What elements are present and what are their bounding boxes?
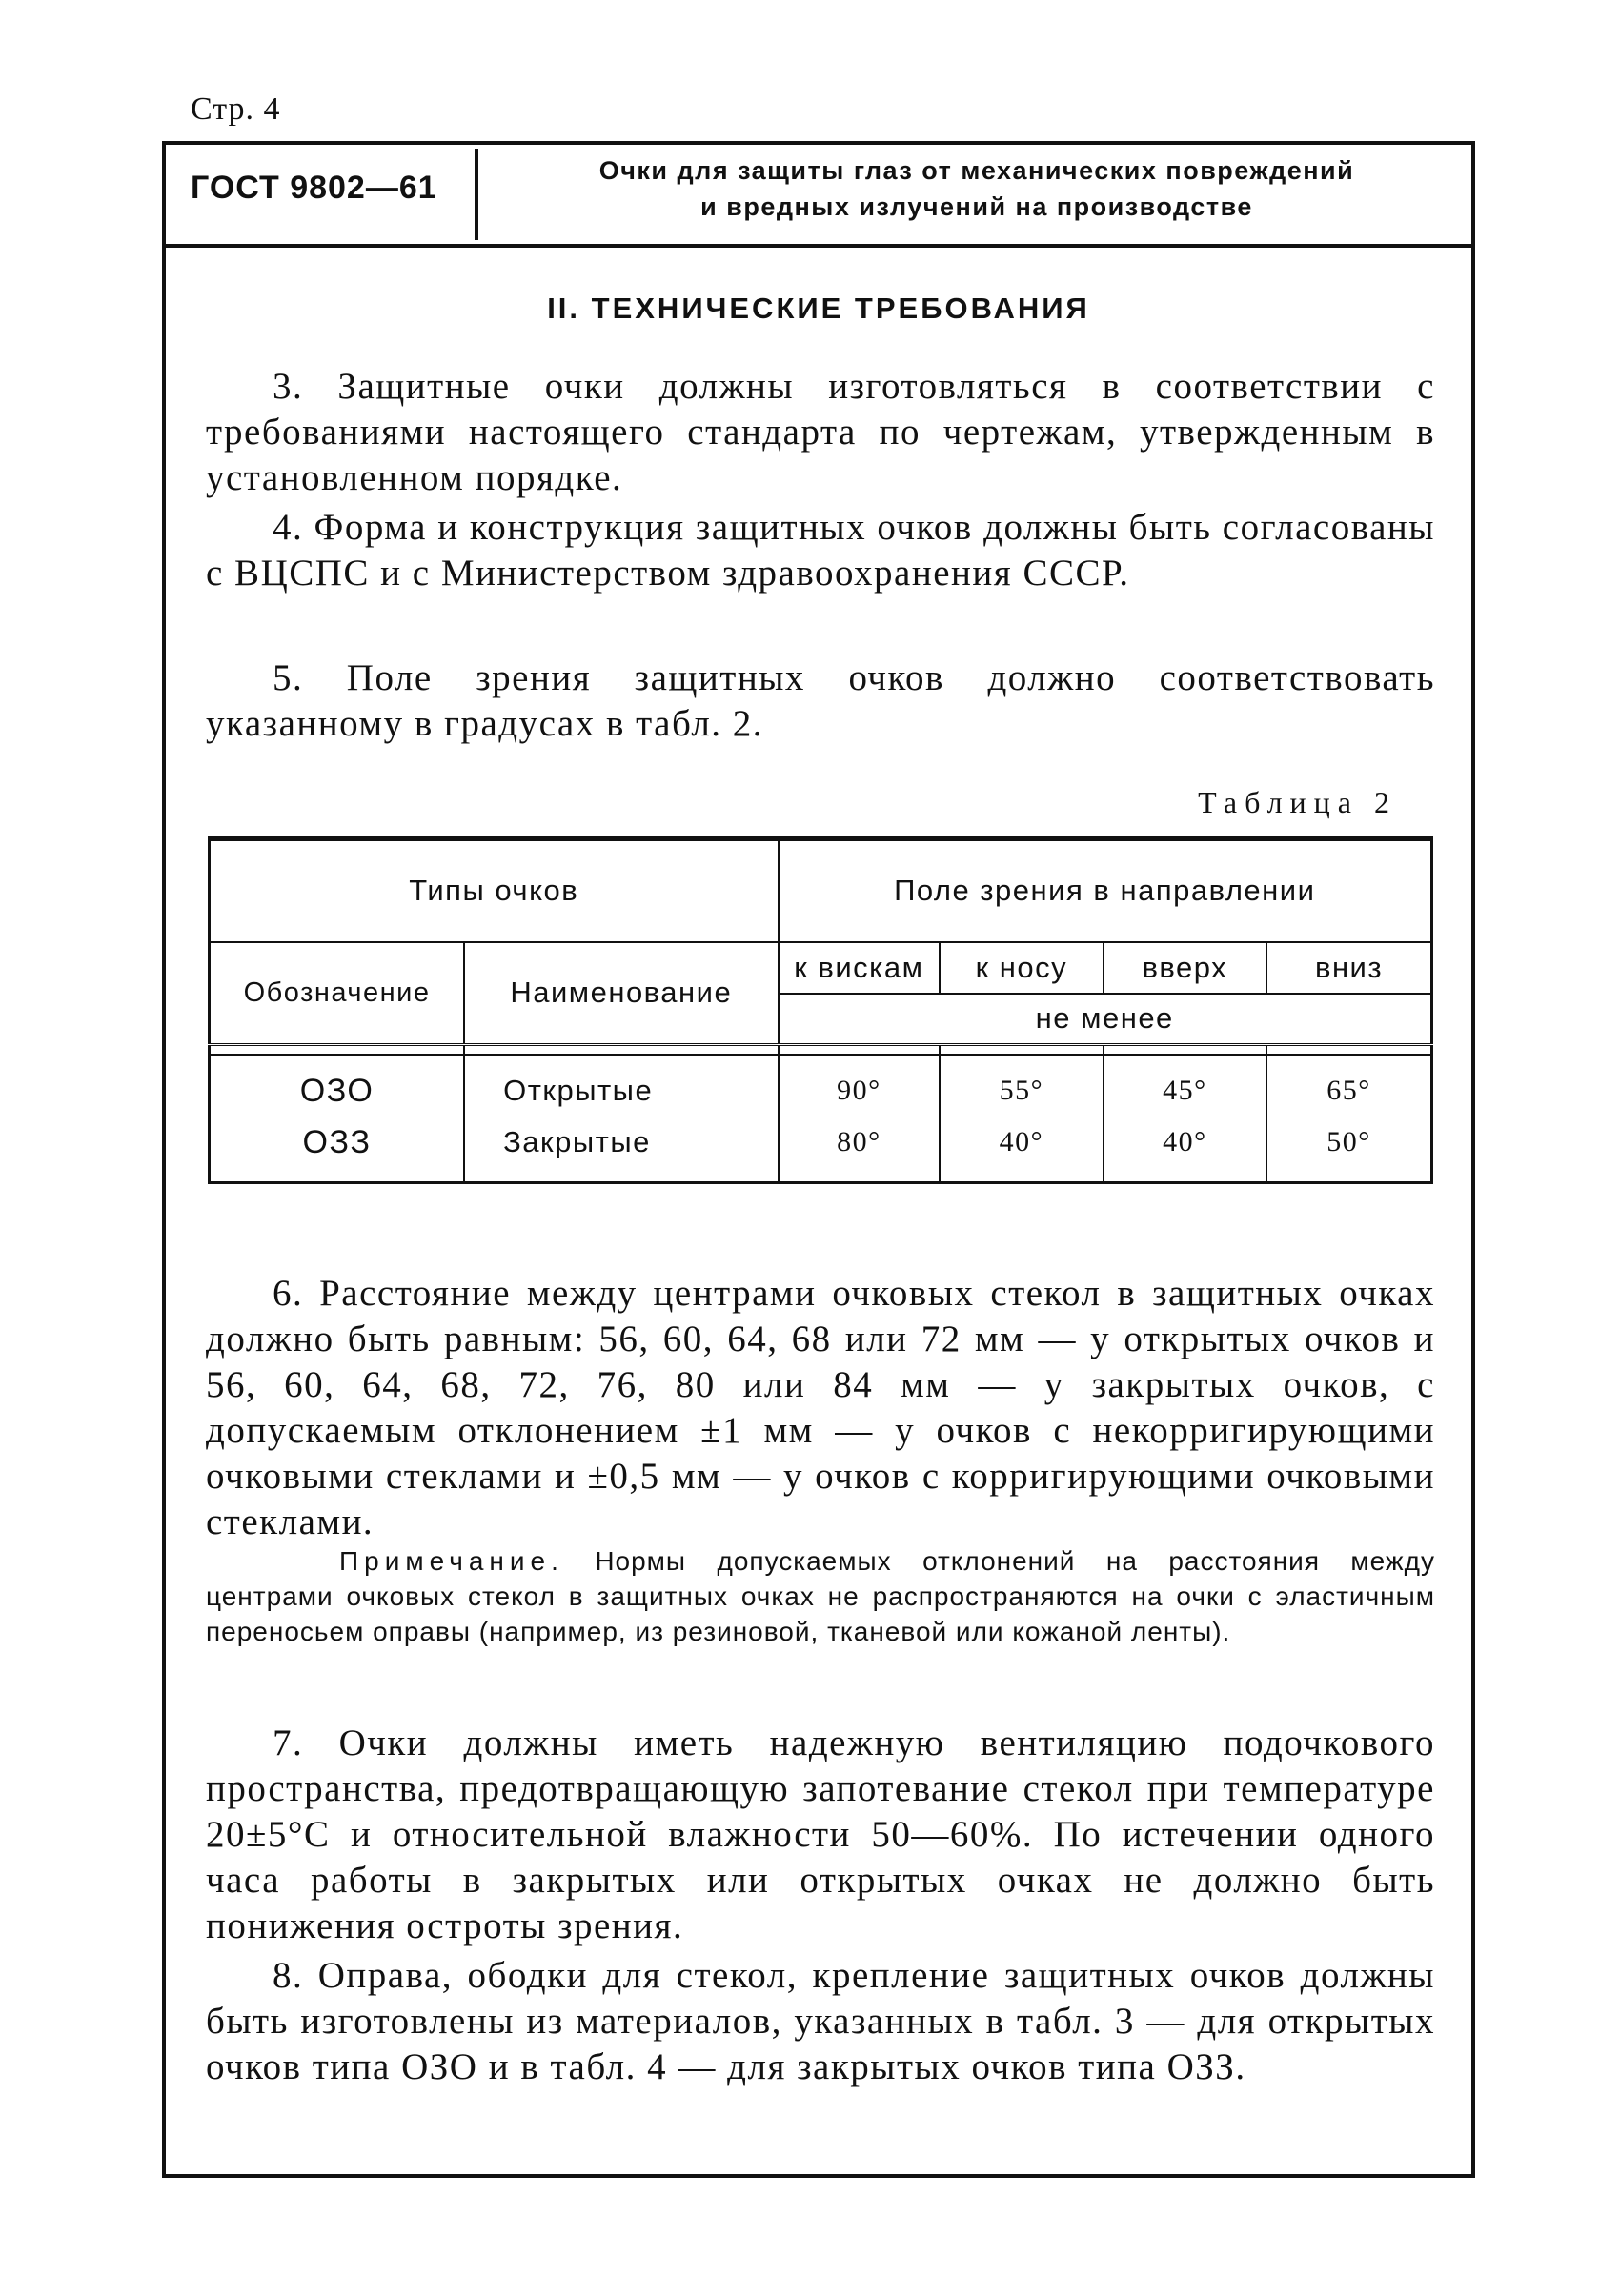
clause-4-text: 4. Форма и конструкция защитных очков должны быть согласованы с ВЦСПС и с Министерством здравоохранения СССР.: [206, 507, 1435, 594]
clause-4: [206, 505, 1435, 596]
table-cell-names: [464, 1055, 778, 1183]
standard-code: ГОСТ 9802—61: [191, 170, 437, 206]
table-value: 90°: [837, 1075, 881, 1106]
document-title: [496, 152, 1458, 225]
clause-7-text: 7. Очки должны иметь надежную вентиляцию подочкового пространства, предотвращающую запотевание стекол при температуре 20±5°С и относительной влажности 50—60%. По истечении одного часа работы в закрытых или открытых очках не должно быть понижения остроты зрения.: [206, 1722, 1435, 1946]
clause-5: [206, 655, 1435, 747]
page-number-label: Стр. 4: [191, 91, 281, 127]
table-cell-codes: [210, 1055, 465, 1183]
table-cell-down: [1266, 1055, 1431, 1183]
table-value: 55°: [999, 1075, 1044, 1106]
table-cell-up: [1104, 1055, 1267, 1183]
table-value: 45°: [1163, 1075, 1207, 1106]
document-title-line-1: Очки для защиты глаз от механических повреждений: [598, 156, 1355, 185]
section-heading: II. ТЕХНИЧЕСКИЕ ТРЕБОВАНИЯ: [547, 292, 1090, 325]
clause-6-text: 6. Расстояние между центрами очковых стекол в защитных очках должно быть равным: 56, 60, 64, 68 или 72 мм — у открытых очков и 56, 60, 64, 68, 72, 76, 80 или 84 мм — у закрытых очков, с допускаемым отклонением ±1 мм — у очков с некорригирующими очковыми стеклами и ±0,5 мм — у очков с корригирующими очковыми стеклами.: [206, 1273, 1435, 1542]
table-group-field-of-view: Поле зрения в направлении: [779, 839, 1432, 942]
table-body: [210, 1055, 1432, 1183]
clause-6: [206, 1271, 1435, 1545]
table-cell-code: ОЗО: [299, 1073, 375, 1109]
clause-5-text: 5. Поле зрения защитных очков должно соответствовать указанному в градусах в табл. 2.: [206, 657, 1435, 744]
table-value: 40°: [999, 1126, 1044, 1158]
clause-3-text: 3. Защитные очки должны изготовляться в соответствии с требованиями настоящего стандарта по чертежам, утвержденным в установленном порядке.: [206, 366, 1435, 498]
table-col-code: Обозначение: [210, 942, 465, 1045]
clause-7: [206, 1721, 1435, 1949]
table-value: 80°: [837, 1126, 881, 1158]
table-col-down: вниз: [1266, 942, 1431, 994]
clause-3: [206, 364, 1435, 501]
clause-8-text: 8. Оправа, ободки для стекол, крепление защитных очков должны быть изготовлены из материалов, указанных в табл. 3 — для открытых очков типа ОЗО и в табл. 4 — для закрытых очков типа ОЗЗ.: [206, 1955, 1435, 2087]
table-col-up: вверх: [1104, 942, 1267, 994]
table-col-nose: к носу: [940, 942, 1103, 994]
note-text: Нормы допускаемых отклонений на расстояния между центрами очковых стекол в защитных очках не распространяются на очки с эластичным переносьем оправы (например, из резиновой, тканевой или кожаной ленты).: [206, 1546, 1436, 1646]
field-of-view-table: [208, 836, 1433, 1184]
table-header-separator: [210, 1045, 1432, 1056]
table-cell-temples: [779, 1055, 941, 1183]
table-cell-name: Закрытые: [503, 1125, 651, 1158]
table-value: 50°: [1326, 1126, 1371, 1158]
table-value: 65°: [1326, 1075, 1371, 1106]
table-cell-code: ОЗЗ: [302, 1124, 372, 1160]
table-col-name: Наименование: [464, 942, 778, 1045]
note: [206, 1543, 1435, 1649]
document-title-line-2: и вредных излучений на производстве: [700, 192, 1253, 221]
clause-8: [206, 1953, 1435, 2090]
table-group-types: Типы очков: [210, 839, 779, 942]
note-label: Примечание.: [339, 1546, 564, 1576]
header-divider: [475, 149, 478, 240]
table-caption: Таблица 2: [1198, 785, 1397, 819]
table-cell-nose: [940, 1055, 1103, 1183]
table-not-less-label: не менее: [779, 994, 1432, 1045]
table-col-temples: к вискам: [779, 942, 941, 994]
table-value: 40°: [1163, 1126, 1207, 1158]
table-cell-name: Открытые: [503, 1074, 654, 1107]
header-bottom-rule: [162, 244, 1475, 248]
